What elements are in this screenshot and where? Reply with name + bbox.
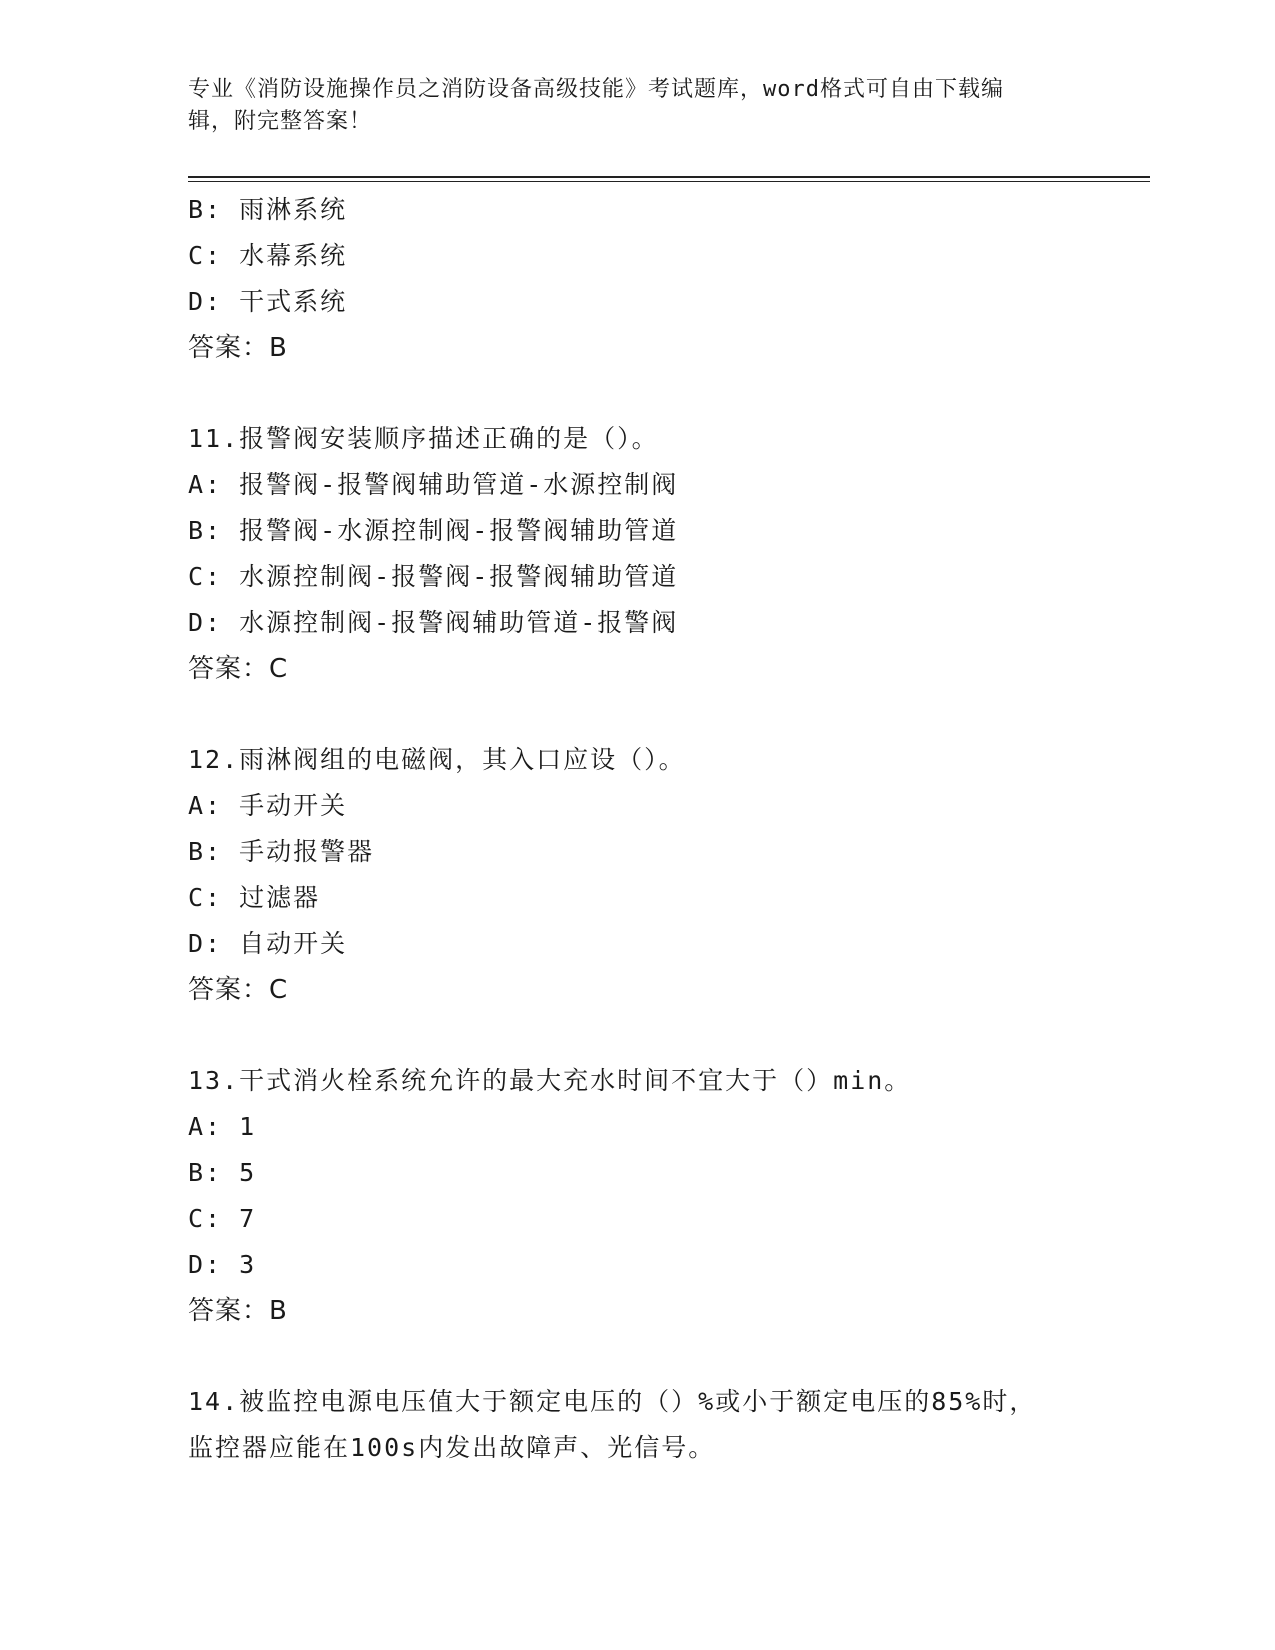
answer: 答案：B	[188, 1296, 288, 1326]
option-d: D: 水源控制阀-报警阀辅助管道-报警阀	[188, 608, 679, 637]
option-d: D: 自动开关	[188, 929, 348, 958]
document-header	[188, 74, 1068, 138]
question-12	[188, 737, 1128, 1013]
question-text-line-1: 14.被监控电源电压值大于额定电压的（）%或小于额定电压的85%时，	[188, 1387, 1037, 1416]
question-13	[188, 1058, 1128, 1334]
option-c: C: 水源控制阀-报警阀-报警阀辅助管道	[188, 562, 679, 591]
option-a: A: 1	[188, 1112, 257, 1141]
question-text: 11.报警阀安装顺序描述正确的是（）。	[188, 424, 659, 453]
answer: 答案：C	[188, 975, 289, 1005]
option-a: A: 报警阀-报警阀辅助管道-水源控制阀	[188, 470, 679, 499]
question-text-line-2: 监控器应能在100s内发出故障声、光信号。	[188, 1433, 716, 1462]
header-divider-thin	[188, 181, 1150, 182]
question-11	[188, 416, 1128, 692]
header-line-2: 辑，附完整答案！	[188, 109, 373, 134]
option-b: B: 报警阀-水源控制阀-报警阀辅助管道	[188, 516, 679, 545]
header-divider-thick	[188, 176, 1150, 178]
question-10	[188, 187, 1128, 371]
option-d: D: 3	[188, 1250, 257, 1279]
question-14	[188, 1379, 1128, 1471]
spacer	[188, 371, 1128, 416]
option-c: C: 过滤器	[188, 883, 321, 912]
option-a: A: 手动开关	[188, 791, 348, 820]
option-b: B: 手动报警器	[188, 837, 375, 866]
option-d: D: 干式系统	[188, 287, 348, 316]
spacer	[188, 1334, 1128, 1379]
question-text: 13.干式消火栓系统允许的最大充水时间不宜大于（）min。	[188, 1066, 912, 1095]
answer: 答案：C	[188, 654, 289, 684]
option-b: B: 5	[188, 1158, 257, 1187]
document-body	[188, 187, 1128, 1471]
answer: 答案：B	[188, 333, 288, 363]
option-b: B: 雨淋系统	[188, 195, 348, 224]
spacer	[188, 692, 1128, 737]
spacer	[188, 1013, 1128, 1058]
header-line-1: 专业《消防设施操作员之消防设备高级技能》考试题库，word格式可自由下载编	[188, 77, 1004, 102]
question-text: 12.雨淋阀组的电磁阀，其入口应设（）。	[188, 745, 686, 774]
option-c: C: 水幕系统	[188, 241, 348, 270]
option-c: C: 7	[188, 1204, 257, 1233]
